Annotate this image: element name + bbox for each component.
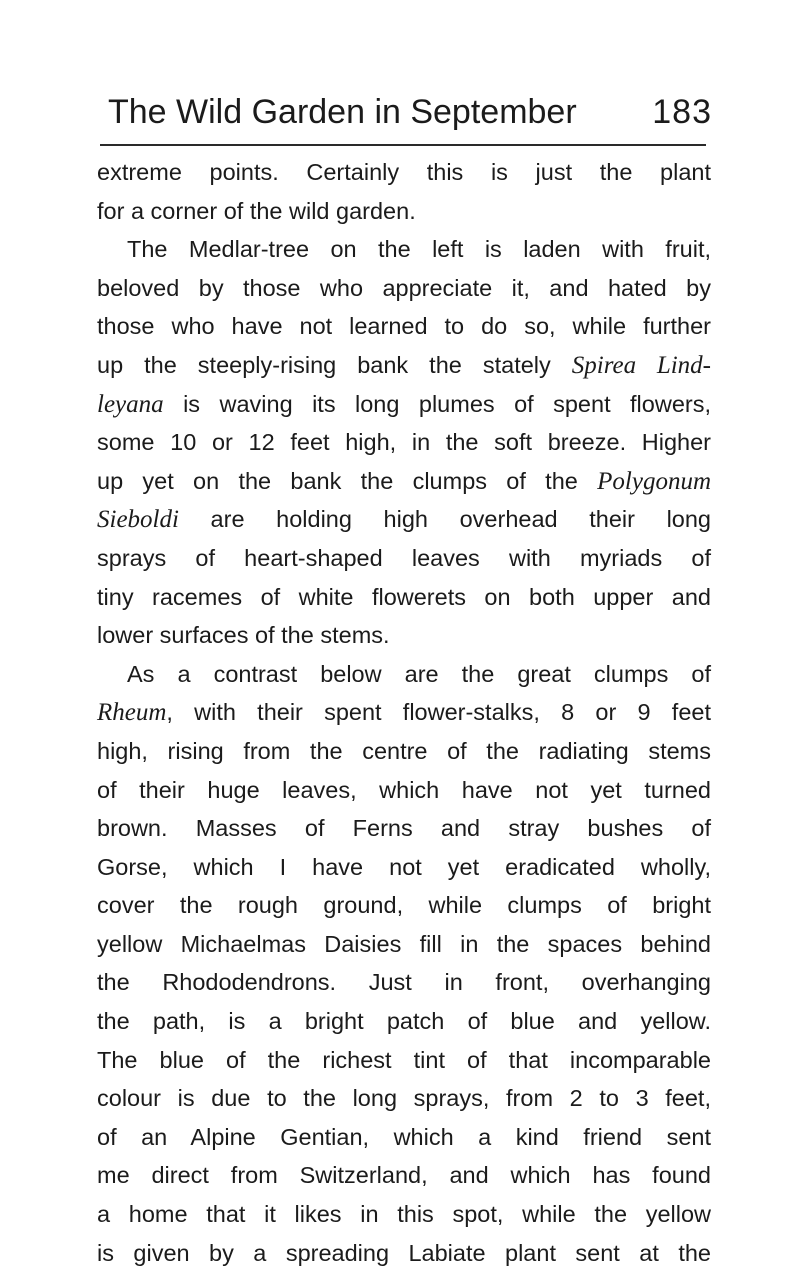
text-line: the path, is a bright patch of blue and yellow.: [97, 1008, 711, 1035]
text-line: beloved by those who appreciate it, and hated by: [97, 274, 711, 301]
header-rule: [100, 144, 706, 146]
text-line: is given by a spreading Labiate plant sent at the: [97, 1239, 711, 1266]
text-line: those who have not learned to do so, while further: [97, 313, 711, 340]
text-line: leyana is waving its long plumes of spent flowers,: [97, 390, 711, 418]
page-number: 183: [652, 93, 712, 131]
text-line: The Medlar-tree on the left is laden with fruit,: [127, 236, 711, 263]
italic-species-name: Polygonum: [597, 467, 711, 495]
text-line: a home that it likes in this spot, while the yellow: [97, 1201, 711, 1228]
text-line: brown. Masses of Ferns and stray bushes of: [97, 815, 711, 842]
text-line: for a corner of the wild garden.: [97, 197, 416, 224]
text-line: Sieboldi are holding high overhead their long: [97, 506, 711, 534]
italic-species-name: leyana: [97, 390, 164, 418]
text-line: As a contrast below are the great clumps of: [127, 660, 711, 687]
body-text: [97, 153, 711, 1272]
text-line: cover the rough ground, while clumps of bright: [97, 892, 711, 919]
text-line: yellow Michaelmas Daisies fill in the spaces behind: [97, 930, 711, 957]
text-line: lower surfaces of the stems.: [97, 622, 390, 649]
running-head: [108, 90, 712, 134]
text-line: The blue of the richest tint of that incomparable: [97, 1046, 711, 1073]
text-line: colour is due to the long sprays, from 2 to 3 feet,: [97, 1085, 711, 1112]
text-line: Rheum, with their spent flower-stalks, 8 or 9 feet: [97, 699, 711, 727]
running-title: The Wild Garden in September: [108, 93, 577, 131]
text-line: the Rhododendrons. Just in front, overhanging: [97, 969, 711, 996]
text-line: of an Alpine Gentian, which a kind friend sent: [97, 1123, 711, 1150]
text-line: sprays of heart-shaped leaves with myriads of: [97, 544, 711, 571]
text-line: some 10 or 12 feet high, in the soft breeze. Higher: [97, 429, 711, 456]
text-line: high, rising from the centre of the radiating stems: [97, 737, 711, 764]
text-line: extreme points. Certainly this is just the plant: [97, 159, 711, 185]
text-line: of their huge leaves, which have not yet turned: [97, 776, 711, 803]
italic-species-name: Rheum: [97, 699, 167, 727]
text-line: up the steeply-rising bank the stately Spirea Lind-: [97, 351, 711, 379]
text-line: Gorse, which I have not yet eradicated wholly,: [97, 853, 711, 880]
text-line: me direct from Switzerland, and which has found: [97, 1162, 711, 1189]
text-line: tiny racemes of white flowerets on both upper and: [97, 583, 711, 610]
italic-species-name: Sieboldi: [97, 506, 179, 534]
italic-species-name: Spirea Lind-: [571, 351, 711, 379]
text-line: up yet on the bank the clumps of the Polygonum: [97, 467, 711, 495]
